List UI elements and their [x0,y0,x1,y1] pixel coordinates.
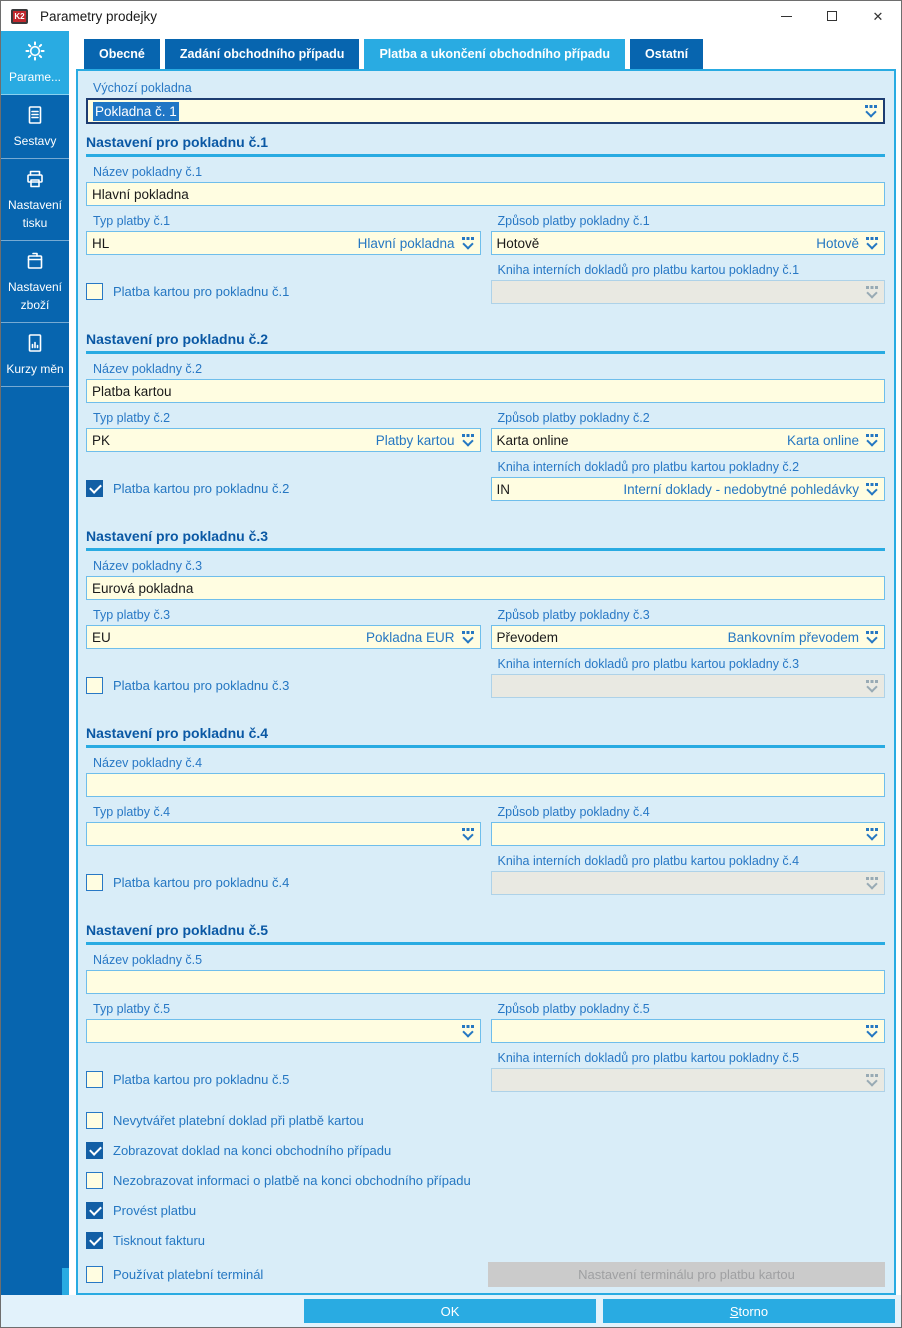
dropdown-icon [865,877,879,890]
show-doc-end-checkbox[interactable] [86,1142,103,1159]
payment-type-combo[interactable]: EU Pokladna EUR [86,625,481,649]
payment-type-label: Typ platby č.3 [93,608,171,622]
option-row: Provést platbu [86,1202,885,1219]
register-section-1 [86,133,885,304]
card-payment-checkbox-label: Platba kartou pro pokladnu č.2 [113,481,290,496]
sidebar-item-sestavy[interactable] [1,95,69,159]
payment-type-combo[interactable]: PK Platby kartou [86,428,481,452]
close-icon: ✕ [872,8,884,24]
register-name-input[interactable] [86,970,885,994]
internal-book-combo[interactable] [491,1068,886,1092]
section-rule [86,154,885,157]
section-rule [86,745,885,748]
option-row: Zobrazovat doklad na konci obchodního případu [86,1142,885,1159]
default-register-combo[interactable] [86,98,885,124]
sidebar-item-kurzy-men[interactable] [1,323,69,387]
dropdown-icon [461,828,475,841]
payment-type-label: Typ platby č.4 [93,805,171,819]
section-title: Nastavení pro pokladnu č.4 [86,725,269,741]
card-payment-checkbox[interactable] [86,283,103,300]
register-name-input[interactable] [86,576,885,600]
register-section-3 [86,527,885,698]
terminal-settings-button[interactable]: Nastavení terminálu pro platbu kartou [488,1262,885,1287]
payment-type-label: Typ platby č.5 [93,1002,171,1016]
hide-payment-info-checkbox[interactable] [86,1172,103,1189]
dropdown-icon [461,434,475,447]
payment-method-label: Způsob platby pokladny č.1 [497,214,650,228]
card-payment-checkbox-label: Platba kartou pro pokladnu č.3 [113,678,290,693]
payment-method-label: Způsob platby pokladny č.3 [497,608,650,622]
sidebar [1,31,69,1296]
sidebar-item-label: Parame... [8,70,62,84]
window-title: Parametry prodejky [40,8,158,24]
minimize-button[interactable] [763,1,809,31]
section-title: Nastavení pro pokladnu č.2 [86,331,269,347]
tab-zadani-obchodniho-pripadu[interactable]: Zadání obchodního případu [165,39,360,69]
payment-method-combo[interactable] [491,822,886,846]
register-name-label: Název pokladny č.1 [93,165,203,179]
use-terminal-checkbox[interactable] [86,1266,103,1283]
sidebar-item-nastaveni-zbozi[interactable] [1,241,69,323]
option-row: Používat platební terminál Nastavení terminálu pro platbu kartou [86,1262,885,1287]
sidebar-item-label: Sestavy [13,134,57,148]
section-rule [86,942,885,945]
payment-method-label: Způsob platby pokladny č.5 [497,1002,650,1016]
dropdown-icon [865,680,879,693]
sidebar-item-parametry[interactable] [1,31,69,95]
dropdown-icon [865,434,879,447]
internal-book-combo[interactable] [491,674,886,698]
dropdown-icon [865,286,879,299]
tab-ostatni[interactable]: Ostatní [630,39,703,69]
minimize-icon [781,16,792,17]
card-payment-checkbox[interactable] [86,874,103,891]
section-title: Nastavení pro pokladnu č.3 [86,528,269,544]
payment-type-label: Typ platby č.1 [93,214,171,228]
internal-book-combo[interactable]: IN Interní doklady - nedobytné pohledávky [491,477,886,501]
package-icon [4,250,66,272]
sidebar-item-label: Nastavení tisku [7,198,63,230]
payment-method-combo[interactable] [491,1019,886,1043]
payment-type-combo[interactable]: HL Hlavní pokladna [86,231,481,255]
register-name-label: Název pokladny č.5 [93,953,203,967]
internal-book-label: Kniha interních dokladů pro platbu kartou pokladny č.1 [497,263,800,277]
dropdown-icon [865,828,879,841]
payment-method-combo[interactable]: Karta online Karta online [491,428,886,452]
dropdown-icon [864,105,878,118]
tab-platba-a-ukonceni[interactable]: Platba a ukončení obchodního případu [364,39,625,69]
sidebar-item-label: Kurzy měn [6,362,64,376]
tab-bar [84,39,703,69]
card-payment-checkbox[interactable] [86,480,103,497]
tab-content-panel [76,69,896,1295]
close-button[interactable] [855,1,901,31]
default-register-label: Výchozí pokladna [93,81,192,95]
report-document-icon [4,104,66,126]
title-bar [1,1,901,31]
footer-bar [1,1295,901,1327]
dropdown-icon [865,237,879,250]
register-name-label: Název pokladny č.2 [93,362,203,376]
section-rule [86,548,885,551]
dropdown-icon [461,1025,475,1038]
card-payment-checkbox-label: Platba kartou pro pokladnu č.1 [113,284,290,299]
internal-book-combo[interactable] [491,280,886,304]
dropdown-icon [865,1025,879,1038]
print-invoice-checkbox[interactable] [86,1232,103,1249]
card-payment-checkbox[interactable] [86,1071,103,1088]
dropdown-icon [461,631,475,644]
sidebar-item-label: Nastavení zboží [7,280,63,312]
maximize-icon [827,11,837,21]
cancel-button[interactable]: Storno [603,1299,895,1323]
payment-type-combo[interactable] [86,1019,481,1043]
card-payment-checkbox-label: Platba kartou pro pokladnu č.5 [113,1072,290,1087]
window-controls [763,1,901,31]
payment-method-label: Způsob platby pokladny č.4 [497,805,650,819]
payment-method-combo[interactable]: Převodem Bankovním převodem [491,625,886,649]
option-row: Nevytvářet platební doklad při platbě kartou [86,1112,885,1129]
internal-book-combo[interactable] [491,871,886,895]
internal-book-label: Kniha interních dokladů pro platbu kartou pokladny č.2 [497,460,800,474]
register-name-label: Název pokladny č.3 [93,559,203,573]
section-rule [86,351,885,354]
internal-book-label: Kniha interních dokladů pro platbu kartou pokladny č.5 [497,1051,800,1065]
dropdown-icon [865,1074,879,1087]
payment-method-label: Způsob platby pokladny č.2 [497,411,650,425]
card-payment-checkbox[interactable] [86,677,103,694]
payment-method-combo[interactable]: Hotově Hotově [491,231,886,255]
register-section-5 [86,921,885,1092]
maximize-button[interactable] [809,1,855,31]
internal-book-label: Kniha interních dokladů pro platbu kartou pokladny č.4 [497,854,800,868]
chart-document-icon [4,332,66,354]
register-name-input[interactable] [86,773,885,797]
tab-obecne[interactable]: Obecné [84,39,160,69]
execute-payment-checkbox[interactable] [86,1202,103,1219]
payment-type-combo[interactable] [86,822,481,846]
section-title: Nastavení pro pokladnu č.5 [86,922,269,938]
register-section-4 [86,724,885,895]
default-register-value: Pokladna č. 1 [95,103,177,119]
k2-logo-icon: K2 [11,9,28,24]
payment-type-label: Typ platby č.2 [93,411,171,425]
section-title: Nastavení pro pokladnu č.1 [86,134,269,150]
gear-icon [4,40,66,62]
register-section-2 [86,330,885,501]
internal-book-label: Kniha interních dokladů pro platbu kartou pokladny č.3 [497,657,800,671]
no-payment-doc-checkbox[interactable] [86,1112,103,1129]
register-name-label: Název pokladny č.4 [93,756,203,770]
option-row: Nezobrazovat informaci o platbě na konci obchodního případu [86,1172,885,1189]
sidebar-item-nastaveni-tisku[interactable] [1,159,69,241]
option-row: Tisknout fakturu [86,1232,885,1249]
dropdown-icon [461,237,475,250]
dropdown-icon [865,483,879,496]
dropdown-icon [865,631,879,644]
global-options [86,1112,885,1287]
printer-icon [4,168,66,190]
ok-button[interactable]: OK [304,1299,596,1323]
register-name-input[interactable] [86,379,885,403]
card-payment-checkbox-label: Platba kartou pro pokladnu č.4 [113,875,290,890]
sidebar-accent [62,1268,69,1296]
register-name-input[interactable] [86,182,885,206]
